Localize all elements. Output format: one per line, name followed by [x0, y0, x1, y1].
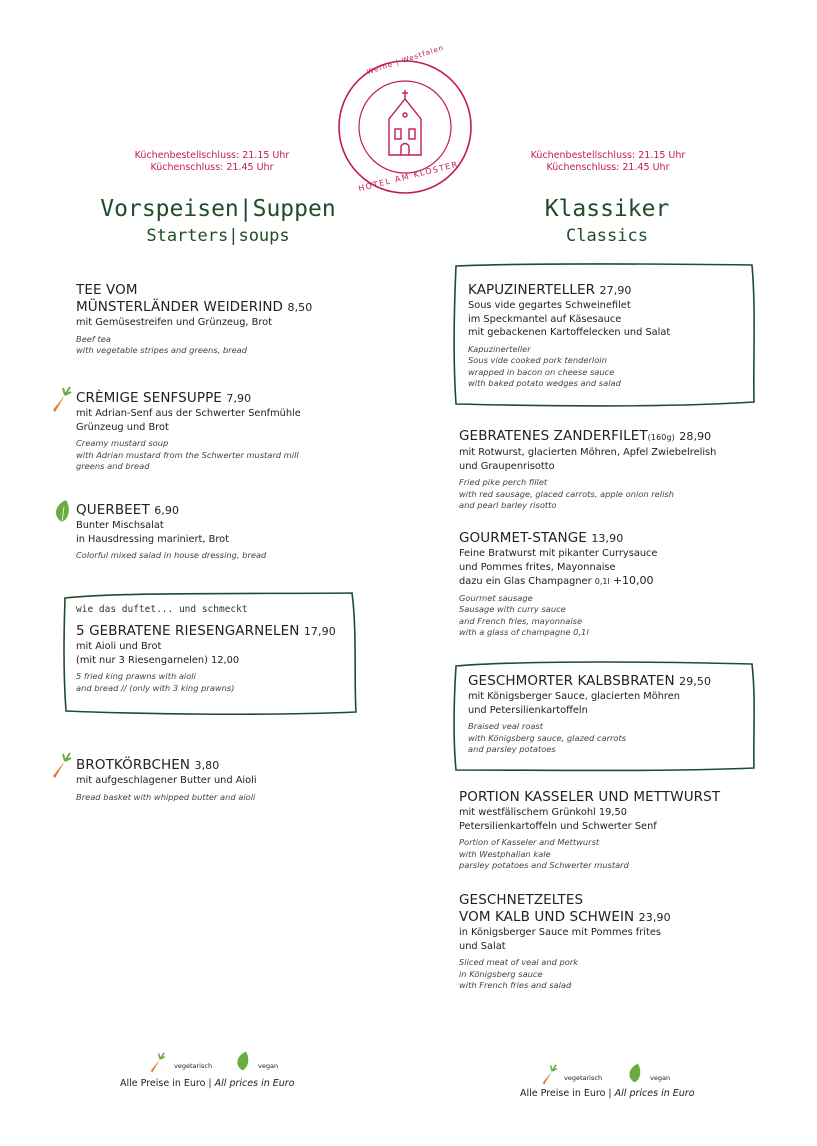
- right-subheading: Classics: [566, 226, 648, 246]
- menu-item-riesengarnelen: wie das duftet... und schmeckt 5 GEBRATENE RIESENGARNELEN 17,90 mit Aioli und Brot (mit nur 3 Riesengarnelen) 12,00 5 fried king prawns with aioli and bread // (only with 3 king prawns): [76, 604, 366, 694]
- item-title: GOURMET-STANGE 13,90: [459, 530, 624, 546]
- menu-item-senfsuppe: CRÈMIGE SENFSUPPE 7,90 mit Adrian-Senf aus der Schwerter Senfmühle Grünzeug und Brot Creamy mustard soup with Adrian mustard from the Schwerter mustard mill greens and bread: [76, 390, 396, 473]
- legend-right: [520, 1062, 720, 1107]
- item-title: QUERBEET 6,90: [76, 502, 180, 518]
- item-title: VOM KALB UND SCHWEIN 23,90: [459, 909, 671, 925]
- price-note: Alle Preise in Euro | All prices in Euro: [520, 1088, 695, 1099]
- item-price: 13,90: [591, 532, 624, 545]
- right-heading: Klassiker: [544, 196, 670, 222]
- carrot-icon: [540, 1064, 558, 1089]
- kitchen-hours-left: Küchenbestellschluss: 21.15 Uhr Küchenschluss: 21.45 Uhr: [134, 150, 290, 173]
- kitchen-hours-right: Küchenbestellschluss: 21.15 Uhr Küchenschluss: 21.45 Uhr: [530, 150, 686, 173]
- item-price: 29,50: [679, 675, 712, 688]
- item-tagline: wie das duftet... und schmeckt: [76, 604, 248, 615]
- menu-item-geschnetzeltes: GESCHNETZELTES VOM KALB UND SCHWEIN 23,90 in Königsberger Sauce mit Pommes frites und Salat Sliced meat of veal and pork in Königsberg sauce with French fries and salad: [459, 892, 779, 992]
- legend-left: [120, 1048, 320, 1093]
- item-title: TEE VOM: [76, 282, 138, 298]
- carrot-icon: [148, 1052, 166, 1077]
- logo-top-text: Werne | Westfalen: [365, 43, 446, 77]
- left-heading: Vorspeisen|Suppen: [100, 196, 336, 222]
- leaf-icon: [52, 499, 72, 527]
- item-price: 6,90: [154, 504, 180, 517]
- leaf-icon: [626, 1062, 643, 1087]
- item-price: 23,90: [638, 911, 671, 924]
- carrot-icon: [50, 386, 72, 418]
- item-price: 3,80: [194, 759, 220, 772]
- item-title: PORTION KASSELER UND METTWURST: [459, 789, 721, 805]
- carrot-icon: [50, 752, 72, 784]
- item-title: GESCHNETZELTES: [459, 892, 584, 908]
- hotel-logo: [337, 42, 473, 198]
- menu-item-gourmet-stange: GOURMET-STANGE 13,90 Feine Bratwurst mit pikanter Currysauce und Pommes frites, Mayonnaise dazu ein Glas Champagner 0,1l +10,00 Gourmet sausage Sausage with curry sauce and French fries, mayonnaise with a glass of champagne 0,1l: [459, 530, 779, 639]
- menu-item-zanderfilet: GEBRATENES ZANDERFILET(160g) 28,90 mit Rotwurst, glacierten Möhren, Apfel Zwiebelrelish und Graupenrisotto Fried pike perch fillet with red sausage, glaced carrots, apple onion relish and pearl barley risotto: [459, 428, 779, 512]
- price-note: Alle Preise in Euro | All prices in Euro: [120, 1078, 295, 1089]
- legend-veg-label: vegetarisch: [564, 1074, 603, 1082]
- item-price: 28,90: [679, 430, 712, 443]
- item-price: 8,50: [287, 301, 313, 314]
- menu-item-brotkoerbchen: BROTKÖRBCHEN 3,80 mit aufgeschlagener Butter und Aioli Bread basket with whipped butter and aioli: [76, 757, 376, 803]
- item-price: 7,90: [226, 392, 252, 405]
- item-title: GESCHMORTER KALBSBRATEN 29,50: [468, 673, 712, 689]
- item-title: GEBRATENES ZANDERFILET(160g) 28,90: [459, 428, 712, 444]
- item-title: KAPUZINERTELLER 27,90: [468, 282, 632, 298]
- item-title: MÜNSTERLÄNDER WEIDERIND 8,50: [76, 299, 313, 315]
- menu-item-querbeet: QUERBEET 6,90 Bunter Mischsalat in Hausdressing mariniert, Brot Colorful mixed salad in house dressing, bread: [76, 502, 376, 562]
- legend-vegan-label: vegan: [258, 1062, 279, 1070]
- item-title: CRÈMIGE SENFSUPPE 7,90: [76, 390, 252, 406]
- menu-item-kasseler: PORTION KASSELER UND METTWURST mit westfälischem Grünkohl 19,50 Petersilienkartoffeln und Schwerter Senf Portion of Kasseler and Mettwurst with Westphalian kale parsley potatoes and Schwerter mustard: [459, 789, 779, 872]
- menu-item-kalbsbraten: GESCHMORTER KALBSBRATEN 29,50 mit Königsberger Sauce, glacierten Möhren und Petersilienkartoffeln Braised veal roast with Königsberg sauce, glazed carrots and parsley potatoes: [468, 673, 758, 756]
- item-title: 5 GEBRATENE RIESENGARNELEN 17,90: [76, 623, 336, 639]
- logo-bottom-text: HOTEL AM KLOSTER: [357, 159, 460, 194]
- item-price: 17,90: [303, 625, 336, 638]
- item-title: BROTKÖRBCHEN 3,80: [76, 757, 220, 773]
- left-subheading: Starters|soups: [146, 226, 290, 246]
- menu-item-kapuzinerteller: KAPUZINERTELLER 27,90 Sous vide gegartes Schweinefilet im Speckmantel auf Käsesauce mit gebackenen Kartoffelecken und Salat Kapuzinerteller Sous vide cooked pork tenderloin wrapped in bacon on cheese sauce with baked potato wedges and salad: [468, 282, 758, 390]
- legend-veg-label: vegetarisch: [174, 1062, 213, 1070]
- item-price: 27,90: [599, 284, 632, 297]
- legend-vegan-label: vegan: [650, 1074, 671, 1082]
- leaf-icon: [234, 1050, 251, 1075]
- menu-item-tee: TEE VOM MÜNSTERLÄNDER WEIDERIND 8,50 mit Gemüsestreifen und Grünzeug, Brot Beef tea with vegetable stripes and greens, bread: [76, 282, 376, 357]
